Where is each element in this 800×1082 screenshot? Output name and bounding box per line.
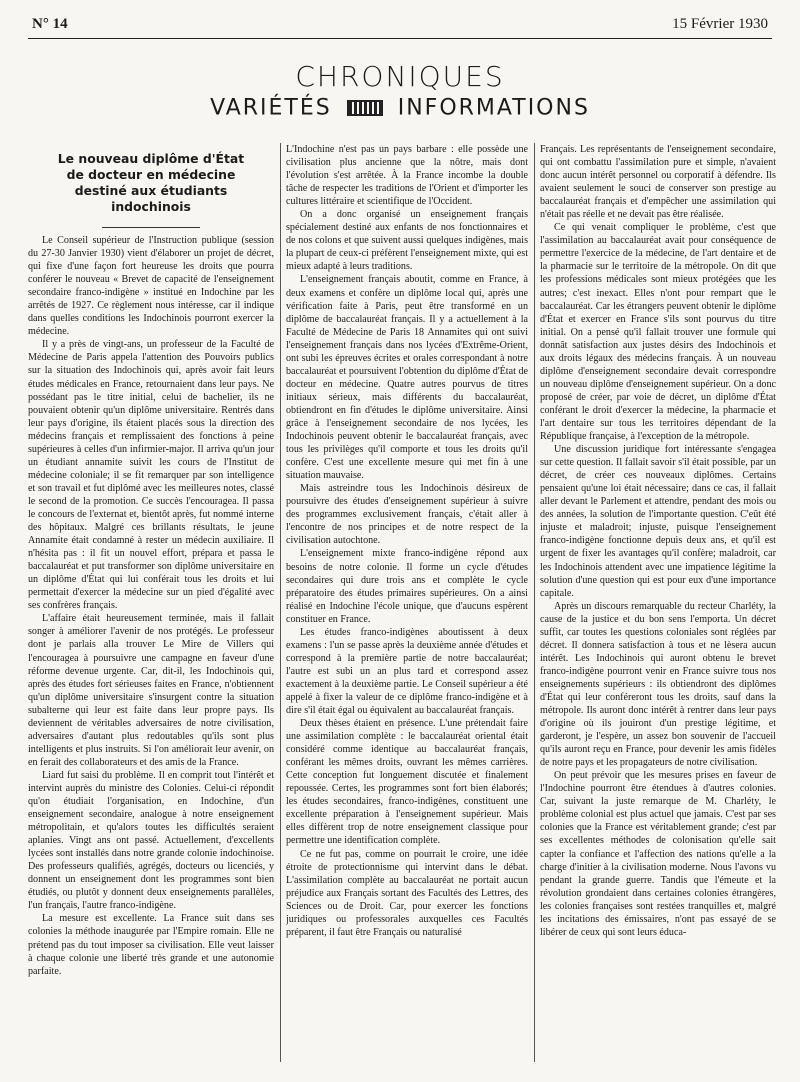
paragraph: L'Indochine n'est pas un pays barbare : elle possède une civilisation plus ancienne que la nôtre, mais dont l'évolution s'est arrêtée. À la France incombe la double tâche de respecter les traditions de l'Orient et d'importer les cultures littéraire et scientifique de l'Occident. bbox=[286, 144, 528, 208]
paragraph: Français. Les représentants de l'enseignement secondaire, qui ont combattu l'assimilation pure et simple, n'avaient donc aucun intérêt personnel ou corporatif à défendre. Ils avaient seulement le souci de conserver son prestige au baccalauréat français et d'empêcher une assimilation qui n'était pas réelle et ne devait pas être réalisée. bbox=[540, 144, 776, 221]
article-column-2 bbox=[286, 143, 528, 1062]
title-divider bbox=[102, 227, 200, 228]
paragraph: Après un discours remarquable du recteur Charléty, la cause de la justice et du bon sens l'emporta. Un décret suffit, car toutes les questions coloniales sont réglées par décret. Il donnera satisfaction à tous et ne lèsera aucun intérêt. Les Indochinois qui auront obtenu le brevet franco-indigène pourront venir en France suivre tous nos enseignements supérieurs : ils obtiendront des diplômes d'État qui leur conféreront tous les droits, sauf dans la métropole. Ils auront donc intérêt à rentrer dans leur pays d'origine où ils jouiront d'un prestige légitime, et garderont, je l'espère, un assez bon souvenir de l'accueil qu'ils auront reçu en France, pour devenir les amis fidèles de notre pays et les propagateurs de notre civilisation. bbox=[540, 600, 776, 769]
paragraph: La mesure est excellente. La France suit dans ses colonies la méthode inaugurée par l'Empire romain. Elle ne prétend pas du tout imposer sa civilisation. Elle veut laisser à chaque colonie une liberté très grande et une autonomie parfaite. bbox=[28, 913, 274, 977]
paragraph: Les études franco-indigènes aboutissent à deux examens : l'un se passe après la deuxième année d'études et correspond à la première partie de notre baccalauréat; l'autre est subi un an plus tard et correspond assez exactement à la deuxième partie. Le Conseil supérieur a été appelé à fixer la valeur de ce diplôme franco-indigène et à dire s'il était égal ou équivalent au baccalauréat français. bbox=[286, 626, 528, 717]
masthead-title: CHRONIQUES bbox=[295, 60, 505, 93]
article-title-line: destiné aux étudiants indochinois bbox=[74, 183, 228, 214]
paragraph: Ce ne fut pas, comme on pourrait le croire, une idée étroite de protectionnisme qui intervint dans le débat. L'assimilation complète au baccalauréat ne portait aucun préjudice aux Français sortant des Facultés des Lettres, des Sciences ou de Droit. Car, pour exercer les fonctions juridiques ou professorales auxquelles ces Facultés préparent, il faut être Français ou naturalisé bbox=[286, 848, 528, 938]
paragraph: Ce qui venait compliquer le problème, c'est que l'assimilation au baccalauréat avait pour conséquence de permettre l'exercice de la médecine, de l'art dentaire et de la pharmacie sur le territoire de la métropole. On dit que les professions médicales sont mieux protégées que les autres; c'est inexact. Elles n'ont pour rempart que le baccalauréat. Car les étrangers peuvent obtenir le diplôme d'État et exercer en France s'ils sont pourvus du titre initial. On a pensé qu'il fallait trouver une formule qui donnât satisfaction aux justes désirs des Indochinois et aux droits légaux des médecins français. À un nouveau diplôme d'enseignement secondaire devait correspondre un nouveau diplôme d'enseignement supérieur. On a donc proposé de créer, par voie de décret, un diplôme d'État conférant le droit d'exercer la médecine, la pharmacie et l'art dentaire sur tous les territoires dépendant de la République française, à l'exception de la métropole. bbox=[540, 222, 776, 443]
paragraph: On a donc organisé un enseignement français spécialement destiné aux enfants de nos fonctionnaires et de nos colons et que suivent aussi quelques indigènes, mais la plupart de ceux-ci préfèrent l'enseignement mixte, qui est mieux adapté à leurs traditions. bbox=[286, 209, 528, 273]
paragraph: Deux thèses étaient en présence. L'une prétendait faire une assimilation complète : le baccalauréat oriental était considéré comme identique au baccalauréat français, conférant les mêmes droits, ouvrant les mêmes carrières. Cette conception fut longuement discutée et finalement repoussée. Certes, les programmes sont fort bien élaborés; les études secondaires, franco-indigènes, constituent une excellente préparation à l'enseignement supérieur. Mais elles diffèrent trop de notre enseignement classique pour permettre une identification complète. bbox=[286, 718, 528, 847]
paragraph: Liard fut saisi du problème. Il en comprit tout l'intérêt et intervint auprès du ministre des Colonies. Celui-ci répondit qu'on étudiait l'organisation, en Indochine, d'un enseignement secondaire, analogue à notre enseignement métropolitain, et qu'alors toutes les difficultés seraient aplanies. Vingt ans ont passé. Actuellement, d'excellents lycées sont installés dans notre grande colonie indochinoise. Des professeurs qualifiés, agrégés, docteurs ou licenciés, y donnent un enseignement dont les programmes sont bien étudiés, ou plutôt y donnent deux enseignements parallèles, l'un français, l'autre franco-indigène. bbox=[28, 769, 274, 912]
ornament-icon bbox=[347, 100, 383, 116]
paragraph: Mais astreindre tous les Indochinois désireux de poursuivre des études d'enseignement supérieur à suivre des programmes exclusivement français, c'était aller à l'encontre de nos principes et de notre respect de la civilisation autochtone. bbox=[286, 483, 528, 547]
column-divider bbox=[280, 143, 281, 1062]
paragraph: On peut prévoir que les mesures prises en faveur de l'Indochine pourront être étendues à d'autres colonies. Car, suivant la juste remarque de M. Charléty, le problème colonial est plus actuel que jamais. C'est par ses colonies que la France est véritablement grande; c'est par ses excellentes méthodes de colonisation qu'elle sait capter la confiance et l'affection des nations qu'elle a la charge d'initier à la civilisation moderne. Nous l'avons vu pendant la grande guerre. Tandis que l'émeute et la révolution grondaient dans certaines colonies étrangères, les colonies françaises sont restées tranquilles et, malgré les incitations des émissaires, n'ont pas essayé de se libérer de ceux qui sont leurs éduca- bbox=[540, 770, 776, 938]
article-title-line: de docteur en médecine bbox=[66, 167, 236, 182]
page-header bbox=[28, 12, 772, 38]
issue-number: N° 14 bbox=[32, 16, 68, 32]
paragraph: L'enseignement mixte franco-indigène répond aux besoins de notre colonie. Il forme un cycle d'études secondaires qui dure trois ans et complète le cycle préparatoire des études primaires supérieures. On a ainsi réalisé en Indochine l'école unique, que d'aucuns espèrent constituer en France. bbox=[286, 548, 528, 625]
article-column-3 bbox=[540, 143, 776, 1062]
masthead bbox=[0, 60, 800, 121]
article-title bbox=[34, 151, 268, 215]
paragraph: Il y a près de vingt-ans, un professeur de la Faculté de Médecine de Paris appela l'attention des Pouvoirs publics sur la situation des Indochinois qui, après avoir fait leurs études médicales en France, retournaient dans leur pays. Ne possédant pas le titre initial, celui de bachelier, ils ne pouvaient obtenir qu'un diplôme universitaire. Rentrés dans leur pays d'origine, ils étaient placés sous la direction des médecins français et remplissaient des fonctions à peine supérieures à celles d'un infirmier-major. Il arriva qu'un jour un étudiant annamite suivit les cours de l'Institut de médecine coloniale; il se fit remarquer par son intelligence et son travail et fut diplômé avec les meilleures notes, classé le second de la promotion. Ce succès l'encouragea. Il passa le concours de l'externat et, bientôt après, fut nommé interne des hôpitaux. Malgré ces brillants résultats, le jeune Annamite était condamné à rester un médecin auxiliaire. Il n'hésita pas : il fit un nouvel effort, prépara et passa le baccalauréat et put transformer son diplôme universitaire en un diplôme d'État qui lui conférait tous les droits et lui permettait d'exercer la médecine sur un pied d'égalité avec ses confrères français. bbox=[28, 339, 274, 612]
paragraph: Le Conseil supérieur de l'Instruction publique (session du 27-30 Janvier 1930) vient d'élaborer un projet de décret, qui fixe d'une façon fort heureuse les droits que pourra conférer le nouveau « Brevet de capacité de l'enseignement secondaire franco-indigène » institué en Indochine par les arrêtés de 1927. Ce règlement nous intéresse, car il indique dans quelles conditions les Indochinois pourront exercer la médecine. bbox=[28, 235, 274, 338]
masthead-subtitle bbox=[0, 95, 800, 121]
paragraph: Une discussion juridique fort intéressante s'engagea sur cette question. Il fallait savoir s'il était possible, par un décret, de créer ces nouveaux diplômes. Certains pensaient qu'une loi était nécessaire; dans ce cas, il fallait aller devant le Parlement et attendre, pendant des mois ou des années, la solution de l'importante question. C'eût été injuste et maladroit; injuste, puisque l'enseignement franco-indigène fonctionne depuis deux ans, et qu'il est urgent de fixer les avantages qu'il confère; maladroit, car les Indochinois attendent avec une impatience légitime la solution d'une question qui est pour eux d'une importance capitale. bbox=[540, 444, 776, 599]
header-divider bbox=[28, 38, 772, 39]
masthead-left-word: VARIÉTÉS bbox=[210, 95, 332, 121]
article-title-line: Le nouveau diplôme d'État bbox=[57, 151, 245, 166]
paragraph: L'affaire était heureusement terminée, mais il fallait songer à améliorer l'avenir de nos protégés. Le professeur dont je parlais alla trouver Le Mire de Villers qui l'encouragea à poursuivre une campagne en faveur d'une réforme devenue urgente. Car, dit-il, les Indochinois qui, après des études fort sérieuses faites en France, n'obtiennent qu'un diplôme universitaire s'insurgent contre la situation subalterne qui leur est faite dans leur propre pays. Ils deviennent de véritables adversaires de notre civilisation, adversaires d'autant plus redoutables qu'ils sont plus intelligents et plus instruits. Si l'on améliorait leur avenir, on en ferait des collaborateurs et des amis de la France. bbox=[28, 613, 274, 768]
article-column-1 bbox=[28, 143, 274, 1062]
masthead-right-word: INFORMATIONS bbox=[397, 95, 590, 121]
column-divider bbox=[534, 143, 535, 1062]
issue-date: 15 Février 1930 bbox=[672, 16, 768, 32]
paragraph: L'enseignement français aboutit, comme en France, à deux examens et confère un diplôme local qui, après une vérification faite à Paris, peut être transformé en un diplôme de baccalauréat français. Il y a actuellement à la Faculté de Médecine de Paris 18 Annamites qui ont suivi l'enseignement français dans nos lycées d'Extrême-Orient, ont subi les épreuves écrites et orales correspondant à notre baccalauréat et poursuivent l'obtention du diplôme d'État de docteur en médecine. Quatre autres pourvus de titres initiaux sérieux, mais différents du baccalauréat, obtiendront en fin d'études le diplôme universitaire. Ainsi grâce à l'enseignement secondaire de nos lycées, les Indochinois peuvent obtenir le baccalauréat français, avec tous les privilèges qu'il comporte et tous les droits qu'il confère. C'est une excellente mesure qui met fin à une situation mauvaise. bbox=[286, 274, 528, 482]
